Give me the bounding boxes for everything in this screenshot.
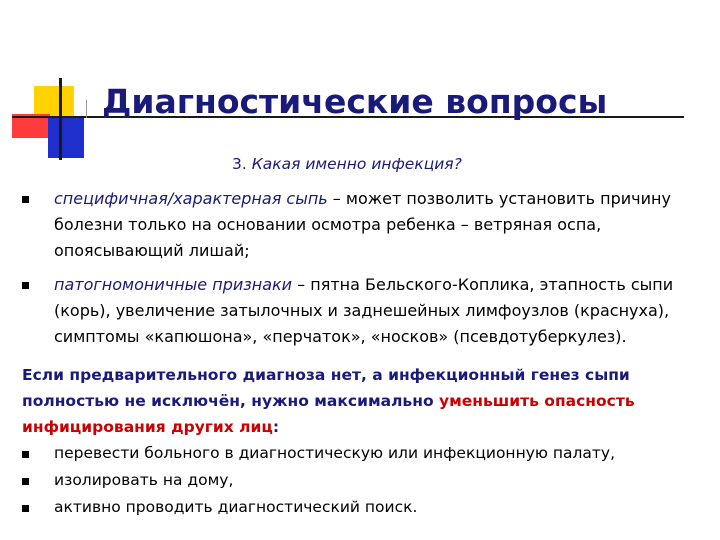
bullet-body: – может позволить установить причину болезни только на основании осмотра ребенка – ветряная оспа, опоясывающий лишай; xyxy=(54,189,671,260)
bullet-emphasis: патогномоничные признаки xyxy=(54,275,293,294)
square-bullet-icon xyxy=(22,196,29,203)
bullet-item xyxy=(22,272,702,350)
decor-blue-square xyxy=(48,118,84,158)
action-list xyxy=(22,440,702,521)
bullet-body: – пятна Бельского-Коплика, этапность сыпи (корь), увеличение затылочных и заднешейных лимфоузлов (краснуха), симптомы «капюшона», «перчаток», «носков» (псевдотуберкулез). xyxy=(54,275,674,346)
paragraph-highlight: уменьшить опасность инфицирования других лиц xyxy=(22,392,635,436)
slide-title: Диагностические вопросы xyxy=(102,82,608,121)
square-bullet-icon xyxy=(22,478,29,485)
subtitle-number: 3. xyxy=(232,155,247,173)
list-item-text: активно проводить диагностический поиск. xyxy=(54,498,418,516)
square-bullet-icon xyxy=(22,451,29,458)
bullet-emphasis: специфичная/характерная сыпь xyxy=(54,189,328,208)
list-item xyxy=(22,440,702,467)
bullet-text xyxy=(54,272,702,350)
paragraph-end: : xyxy=(272,418,280,436)
bullet-text xyxy=(54,186,702,264)
list-item xyxy=(22,467,702,494)
list-item-text: перевести больного в диагностическую или инфекционную палату, xyxy=(54,444,616,462)
list-item-text: изолировать на дому, xyxy=(54,471,234,489)
slide-subtitle xyxy=(232,155,462,173)
square-bullet-icon xyxy=(22,505,29,512)
square-bullet-icon xyxy=(22,282,29,289)
list-item xyxy=(22,494,702,521)
decor-thin-line xyxy=(86,100,87,118)
recommendation-paragraph xyxy=(22,362,702,440)
decor-vertical-line xyxy=(59,78,62,160)
subtitle-text: Какая именно инфекция? xyxy=(251,155,462,173)
paragraph-text: Если предварительного диагноза нет, а инфекционный генез сыпи полностью не исключён, нужно максимально xyxy=(22,366,630,410)
bullet-item xyxy=(22,186,702,264)
